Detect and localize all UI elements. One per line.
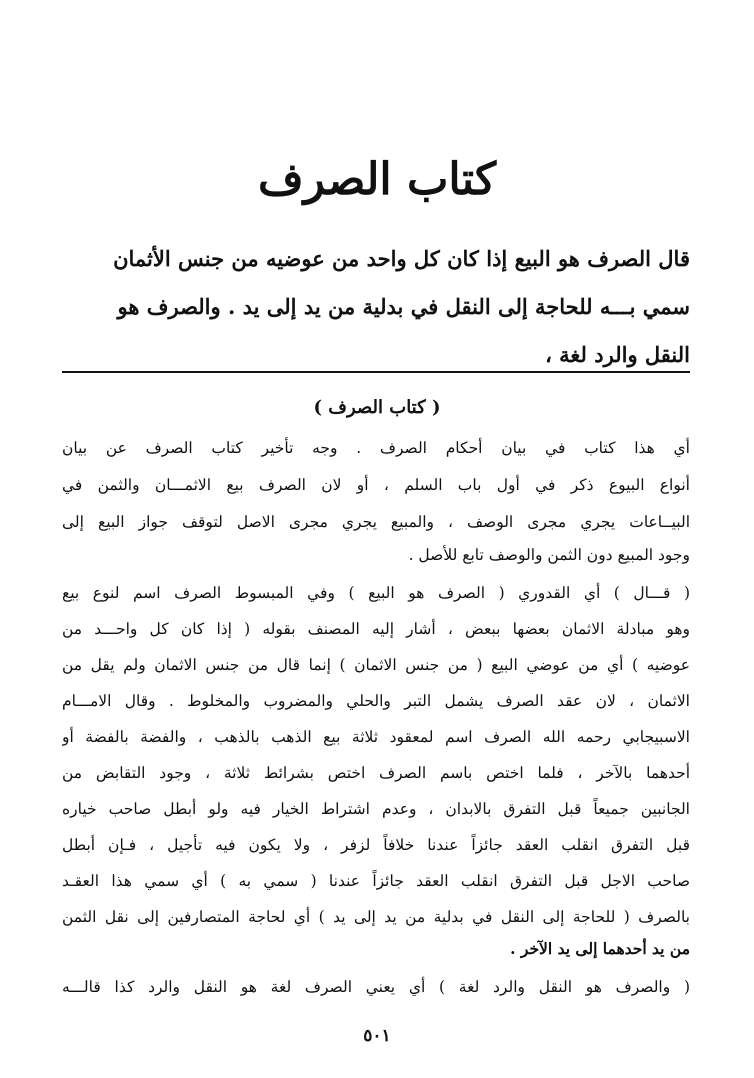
matn-line-2: سمي بـــه للحاجة إلى النقل في بدلية من يد إلى يد . والصرف هو [117,294,690,319]
page-number: ٥٠١ [363,1026,391,1046]
commentary-line-1: أي هذا كتاب في بيان أحكام الصرف . وجه تأخير كتاب الصرف عن بيان [62,439,690,457]
commentary-line-13: صاحب الاجل قبل التفرق انقلب العقد جائزاً عندنا ( سمي به ) أي سمي هذا العقـد [62,872,690,890]
matn-line-1: قال الصرف هو البيع إذا كان كل واحد من عوضيه من جنس الأثمان [113,246,690,271]
section-divider [62,371,690,373]
commentary-heading: ( كتاب الصرف ) [313,397,441,418]
matn-line-3: النقل والرد لغة ، [545,342,690,367]
commentary-line-7: عوضيه ) أي من عوضي البيع ( من جنس الاثمان ) إنما قال من جنس الاثمان ولم يقل من [62,656,690,674]
commentary-line-6: وهو مبادلة الاثمان بعضها ببعض ، أشار إليه المصنف بقوله ( إذا كان كل واحـــد من [62,620,690,638]
commentary-line-3: البيــاعات يجري مجرى الوصف ، والمبيع يجري مجرى الاصل لتوقف جواز البيع إلى [62,513,690,531]
commentary-line-5: ( قـــال ) أي القدوري ( الصرف هو البيع ) وفي المبسوط الصرف اسم لنوع بيع [62,584,690,602]
commentary-line-14: بالصرف ( للحاجة إلى النقل في بدلية من يد إلى يد ) أي لحاجة المتصارفين إلى نقل الثمن [62,908,690,926]
commentary-line-4: وجود المبيع دون الثمن والوصف تابع للأصل . [408,546,690,564]
commentary-line-9: الاسبيجابي رحمه الله الصرف اسم لمعقود ثلاثة بيع الذهب بالذهب ، والفضة بالفضة أو [62,728,690,746]
commentary-line-15: من يد أحدهما إلى يد الآخر . [510,939,690,958]
commentary-line-8: الاثمان ، لان عقد الصرف يشمل التبر والحلي والمضروب والمخلوط . وقال الامـــام [62,692,690,710]
commentary-line-12: قبل التفرق انقلب العقد جائزاً عندنا خلافاً لزفر ، ولا يكون فيه تأجيل ، فـإن أبطل [62,836,690,854]
commentary-line-2: أنواع البيوع ذكر في أول باب السلم ، أو لان الصرف بيع الاثمـــان والثمن في [62,476,690,494]
commentary-line-10: أحدهما بالآخر ، فلما اختص باسم الصرف اختص بشرائط ثلاثة ، وجود التقابض من [62,764,690,782]
chapter-title: كتاب الصرف [257,154,497,205]
commentary-line-11: الجانبين جميعاً قبل التفرق بالابدان ، وعدم اشتراط الخيار فيه ولو أبطل صاحب خياره [62,800,690,818]
commentary-line-16: ( والصرف هو النقل والرد لغة ) أي يعني الصرف لغة هو النقل والرد كذا قالـــه [62,978,690,996]
